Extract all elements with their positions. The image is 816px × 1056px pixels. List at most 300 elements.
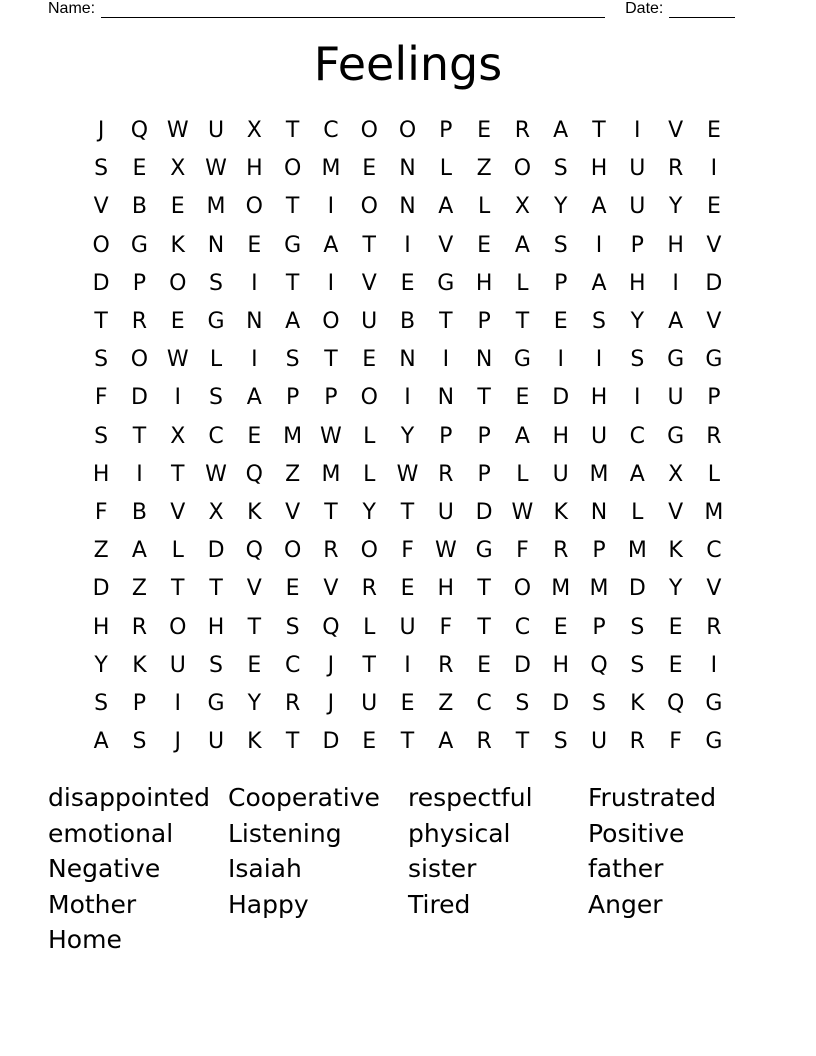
grid-letter: I <box>251 270 258 296</box>
grid-letter: Y <box>400 423 415 449</box>
grid-letter: D <box>475 499 493 525</box>
word-bank-item: Mother <box>48 889 137 919</box>
grid-letter: S <box>553 232 568 258</box>
grid-letter: E <box>362 156 377 182</box>
grid-letter: D <box>130 385 148 411</box>
grid-letter: L <box>363 423 376 449</box>
grid-letter: P <box>285 385 300 411</box>
grid-letter: S <box>553 156 568 182</box>
grid-row <box>82 265 733 303</box>
grid-letter: N <box>207 232 225 258</box>
header-fields <box>48 0 748 20</box>
grid-letter: L <box>516 461 529 487</box>
grid-letter: C <box>208 423 224 449</box>
grid-row <box>82 647 733 685</box>
grid-letter: C <box>323 118 339 144</box>
grid-letter: W <box>396 461 419 487</box>
grid-letter: X <box>668 461 684 487</box>
grid-letter: T <box>324 347 338 373</box>
grid-letter: A <box>591 270 607 296</box>
grid-letter: V <box>706 232 722 258</box>
grid-letter: B <box>399 309 416 335</box>
grid-letter: K <box>247 499 262 525</box>
grid-letter: S <box>132 729 147 755</box>
grid-letter: G <box>130 232 148 258</box>
grid-letter: R <box>438 652 454 678</box>
grid-letter: P <box>592 614 606 640</box>
grid-letter: L <box>631 499 644 525</box>
grid-letter: W <box>205 461 227 487</box>
grid-row <box>82 418 733 456</box>
grid-letter: G <box>475 538 493 564</box>
grid-letter: F <box>94 385 108 411</box>
grid-letter: C <box>706 538 722 564</box>
grid-letter: G <box>513 347 531 373</box>
grid-letter: P <box>707 385 721 411</box>
grid-row <box>82 188 733 226</box>
grid-letter: S <box>94 156 109 182</box>
grid-letter: X <box>208 499 224 525</box>
grid-letter: I <box>442 347 450 373</box>
grid-letter: J <box>327 690 335 716</box>
grid-letter: O <box>398 118 417 144</box>
grid-letter: O <box>169 614 187 640</box>
grid-letter: S <box>285 347 300 373</box>
grid-letter: W <box>434 538 457 564</box>
grid-letter: M <box>627 538 647 564</box>
grid-letter: I <box>634 385 641 411</box>
grid-letter: V <box>323 576 339 602</box>
grid-letter: S <box>630 347 645 373</box>
grid-letter: E <box>362 347 377 373</box>
grid-letter: V <box>285 499 301 525</box>
grid-letter: H <box>552 423 569 449</box>
grid-letter: Y <box>630 309 645 335</box>
grid-letter: L <box>171 538 184 564</box>
grid-letter: Z <box>93 538 109 564</box>
word-bank-item: respectful <box>408 783 533 812</box>
grid-letter: O <box>360 538 378 564</box>
grid-letter: V <box>706 576 722 602</box>
grid-letter: G <box>705 347 723 373</box>
grid-letter: A <box>246 385 262 411</box>
grid-letter: T <box>285 729 300 755</box>
grid-letter: I <box>327 194 335 220</box>
grid-letter: G <box>705 729 723 755</box>
grid-letter: T <box>515 309 530 335</box>
grid-letter: T <box>477 576 491 602</box>
grid-letter: O <box>513 156 532 182</box>
grid-letter: P <box>439 423 453 449</box>
grid-letter: V <box>668 118 684 144</box>
grid-letter: C <box>514 614 531 640</box>
grid-letter: O <box>360 385 378 411</box>
grid-letter: O <box>360 118 378 144</box>
grid-letter: I <box>595 232 603 258</box>
grid-letter: A <box>629 461 645 487</box>
grid-letter: S <box>515 690 530 716</box>
grid-row <box>82 494 733 532</box>
word-bank-item: father <box>588 854 664 883</box>
grid-letter: K <box>247 729 262 755</box>
grid-letter: Q <box>666 690 685 716</box>
grid-letter: R <box>629 729 645 755</box>
grid-letter: E <box>706 118 721 144</box>
grid-letter: V <box>361 270 377 296</box>
grid-letter: A <box>668 309 684 335</box>
grid-letter: G <box>207 690 225 716</box>
grid-row <box>82 150 733 188</box>
grid-letter: N <box>475 347 493 373</box>
grid-letter: X <box>514 194 530 220</box>
grid-letter: E <box>170 309 185 335</box>
grid-letter: P <box>477 423 491 449</box>
grid-letter: X <box>246 118 262 144</box>
grid-row <box>82 379 733 417</box>
grid-letter: I <box>634 118 641 144</box>
grid-letter: F <box>401 538 414 564</box>
grid-letter: N <box>437 385 455 411</box>
word-bank-item: emotional <box>48 818 174 848</box>
grid-letter: T <box>362 652 376 678</box>
grid-letter: K <box>170 232 185 258</box>
word-bank-item: Home <box>48 925 122 954</box>
grid-letter: C <box>476 690 492 716</box>
grid-letter: R <box>476 729 492 755</box>
grid-letter: L <box>209 347 223 373</box>
grid-letter: A <box>93 729 109 755</box>
grid-letter: Q <box>245 461 263 487</box>
grid-row <box>82 570 733 608</box>
grid-letter: A <box>591 194 607 220</box>
grid-letter: M <box>704 499 724 525</box>
word-bank-item: Listening <box>228 818 342 848</box>
grid-row <box>82 227 733 265</box>
grid-letter: S <box>94 690 109 716</box>
grid-letter: S <box>285 614 300 640</box>
grid-letter: W <box>205 156 227 182</box>
grid-letter: D <box>628 576 646 602</box>
grid-letter: D <box>92 270 110 296</box>
grid-letter: R <box>667 156 684 182</box>
grid-letter: E <box>477 652 492 678</box>
word-bank <box>48 780 768 958</box>
grid-letter: H <box>629 270 646 296</box>
grid-letter: A <box>438 729 454 755</box>
grid-letter: R <box>553 538 569 564</box>
grid-letter: G <box>284 232 302 258</box>
grid-letter: G <box>667 347 685 373</box>
grid-letter: Y <box>94 652 108 678</box>
grid-letter: R <box>323 538 339 564</box>
grid-letter: I <box>557 347 564 373</box>
grid-letter: H <box>590 385 608 411</box>
grid-letter: T <box>132 423 147 449</box>
grid-letter: N <box>399 156 416 182</box>
grid-letter: Z <box>285 461 301 487</box>
grid-letter: E <box>668 614 683 640</box>
grid-letter: E <box>668 652 683 678</box>
grid-letter: U <box>629 194 646 220</box>
name-label: Name: <box>48 0 96 17</box>
grid-letter: P <box>630 232 644 258</box>
grid-letter: S <box>209 652 224 678</box>
grid-letter: J <box>97 118 105 144</box>
grid-letter: Y <box>247 690 262 716</box>
word-bank-item: Frustrated <box>588 783 717 812</box>
grid-letter: H <box>552 652 569 678</box>
grid-letter: P <box>132 690 147 716</box>
grid-letter: T <box>592 118 606 144</box>
grid-letter: M <box>206 194 226 220</box>
grid-letter: W <box>166 118 189 144</box>
grid-letter: Z <box>476 156 492 182</box>
grid-letter: R <box>284 690 301 716</box>
grid-letter: O <box>130 347 149 373</box>
grid-letter: Q <box>322 614 340 640</box>
grid-letter: G <box>667 423 685 449</box>
grid-letter: S <box>630 652 645 678</box>
grid-letter: M <box>321 156 341 182</box>
grid-letter: E <box>247 232 262 258</box>
grid-letter: Y <box>668 576 683 602</box>
grid-letter: L <box>363 461 376 487</box>
grid-letter: I <box>672 270 679 296</box>
grid-letter: H <box>246 156 263 182</box>
grid-letter: I <box>710 156 718 182</box>
grid-letter: H <box>437 576 455 602</box>
grid-letter: E <box>362 729 377 755</box>
grid-letter: U <box>207 729 225 755</box>
grid-letter: E <box>553 614 568 640</box>
grid-letter: D <box>705 270 723 296</box>
grid-letter: S <box>592 309 606 335</box>
grid-letter: E <box>247 423 262 449</box>
grid-letter: O <box>360 194 378 220</box>
grid-letter: U <box>590 729 608 755</box>
grid-letter: K <box>630 690 645 716</box>
word-bank-item: Isaiah <box>228 854 302 883</box>
grid-letter: E <box>247 652 262 678</box>
grid-letter: J <box>174 729 181 755</box>
grid-letter: E <box>285 576 300 602</box>
grid-letter: P <box>554 270 568 296</box>
grid-letter: E <box>170 194 185 220</box>
grid-letter: U <box>169 652 186 678</box>
grid-letter: G <box>705 690 723 716</box>
grid-letter: Y <box>362 499 376 525</box>
grid-letter: F <box>669 729 682 755</box>
grid-letter: N <box>246 309 263 335</box>
grid-letter: P <box>477 309 491 335</box>
grid-letter: U <box>667 385 684 411</box>
grid-letter: U <box>399 614 416 640</box>
grid-letter: F <box>94 499 108 525</box>
grid-letter: O <box>513 576 532 602</box>
grid-letter: L <box>439 156 452 182</box>
grid-letter: M <box>321 461 341 487</box>
grid-letter: L <box>363 614 376 640</box>
grid-letter: T <box>362 232 376 258</box>
grid-letter: K <box>132 652 147 678</box>
grid-letter: G <box>207 309 225 335</box>
grid-letter: U <box>207 118 225 144</box>
word-bank-item: Cooperative <box>228 783 380 812</box>
grid-row <box>82 341 733 379</box>
grid-letter: V <box>170 499 186 525</box>
grid-letter: I <box>174 690 181 716</box>
date-blank-line <box>669 3 735 18</box>
grid-letter: T <box>477 614 491 640</box>
grid-row <box>82 608 733 646</box>
grid-letter: T <box>285 270 300 296</box>
grid-letter: A <box>514 232 530 258</box>
grid-letter: D <box>92 576 110 602</box>
grid-letter: R <box>706 423 722 449</box>
grid-row <box>82 685 733 723</box>
grid-letter: Z <box>438 690 454 716</box>
grid-letter: D <box>552 385 570 411</box>
grid-letter: U <box>437 499 454 525</box>
grid-letter: A <box>131 538 147 564</box>
grid-letter: T <box>247 614 262 640</box>
grid-letter: W <box>166 347 189 373</box>
grid-letter: D <box>552 690 570 716</box>
grid-letter: C <box>629 423 645 449</box>
word-bank-item: Happy <box>228 889 309 919</box>
grid-letter: R <box>706 614 722 640</box>
grid-letter: I <box>327 270 335 296</box>
grid-letter: M <box>589 461 609 487</box>
grid-letter: I <box>404 232 411 258</box>
grid-letter: C <box>284 652 301 678</box>
grid-letter: N <box>399 194 416 220</box>
grid-letter: Q <box>130 118 149 144</box>
grid-letter: T <box>400 499 415 525</box>
letter-grid <box>82 112 733 761</box>
grid-letter: S <box>94 347 109 373</box>
grid-letter: I <box>174 385 181 411</box>
grid-letter: N <box>399 347 416 373</box>
grid-letter: S <box>209 385 224 411</box>
grid-letter: O <box>283 156 302 182</box>
word-bank-item: Anger <box>588 889 663 919</box>
grid-letter: A <box>285 309 301 335</box>
grid-letter: D <box>322 729 340 755</box>
grid-letter: T <box>171 576 185 602</box>
grid-letter: Y <box>553 194 568 220</box>
grid-letter: Q <box>590 652 608 678</box>
grid-letter: T <box>324 499 338 525</box>
grid-letter: S <box>209 270 224 296</box>
grid-letter: P <box>477 461 491 487</box>
grid-letter: L <box>477 194 491 220</box>
grid-letter: E <box>515 385 530 411</box>
grid-letter: E <box>400 270 415 296</box>
grid-letter: W <box>320 423 342 449</box>
grid-letter: H <box>590 156 608 182</box>
grid-letter: H <box>667 232 684 258</box>
grid-letter: B <box>131 499 147 525</box>
grid-letter: J <box>327 652 335 678</box>
grid-letter: U <box>361 690 378 716</box>
grid-letter: V <box>438 232 454 258</box>
grid-letter: U <box>552 461 569 487</box>
word-bank-item: disappointed <box>48 783 211 812</box>
grid-letter: H <box>207 614 225 640</box>
grid-letter: G <box>437 270 455 296</box>
grid-letter: N <box>590 499 608 525</box>
grid-letter: K <box>668 538 683 564</box>
grid-letter: U <box>361 309 378 335</box>
grid-letter: P <box>439 118 453 144</box>
grid-letter: R <box>438 461 454 487</box>
grid-letter: X <box>170 156 186 182</box>
grid-letter: P <box>324 385 338 411</box>
grid-letter: T <box>477 385 491 411</box>
grid-letter: H <box>92 614 110 640</box>
grid-letter: R <box>514 118 531 144</box>
grid-row <box>82 532 733 570</box>
grid-letter: E <box>400 576 415 602</box>
grid-letter: P <box>132 270 147 296</box>
grid-letter: H <box>475 270 493 296</box>
grid-letter: R <box>131 309 148 335</box>
grid-letter: F <box>439 614 453 640</box>
date-label: Date: <box>625 0 664 17</box>
grid-letter: R <box>361 576 377 602</box>
grid-letter: I <box>710 652 718 678</box>
grid-letter: M <box>551 576 571 602</box>
grid-letter: Q <box>245 538 263 564</box>
grid-letter: D <box>513 652 531 678</box>
grid-letter: S <box>630 614 645 640</box>
grid-letter: T <box>209 576 223 602</box>
grid-letter: T <box>400 729 415 755</box>
grid-letter: V <box>246 576 262 602</box>
grid-letter: E <box>132 156 147 182</box>
grid-letter: L <box>707 461 721 487</box>
grid-letter: O <box>283 538 302 564</box>
grid-letter: A <box>438 194 454 220</box>
grid-letter: O <box>92 232 110 258</box>
grid-letter: T <box>515 729 530 755</box>
grid-letter: T <box>285 118 300 144</box>
grid-letter: I <box>404 652 411 678</box>
grid-letter: P <box>592 538 606 564</box>
grid-letter: X <box>170 423 186 449</box>
grid-letter: O <box>245 194 263 220</box>
grid-letter: V <box>93 194 109 220</box>
grid-letter: S <box>592 690 606 716</box>
grid-letter: O <box>169 270 187 296</box>
grid-letter: T <box>171 461 185 487</box>
grid-letter: I <box>404 385 411 411</box>
grid-row <box>82 112 733 150</box>
grid-letter: S <box>94 423 109 449</box>
grid-letter: A <box>553 118 569 144</box>
grid-letter: T <box>94 309 108 335</box>
word-bank-item: Positive <box>588 818 685 848</box>
grid-letter: O <box>322 309 340 335</box>
grid-letter: I <box>251 347 258 373</box>
grid-row <box>82 723 733 761</box>
word-bank-item: Tired <box>408 889 471 919</box>
grid-letter: A <box>323 232 339 258</box>
grid-letter: W <box>511 499 534 525</box>
grid-letter: H <box>92 461 110 487</box>
grid-letter: F <box>516 538 529 564</box>
